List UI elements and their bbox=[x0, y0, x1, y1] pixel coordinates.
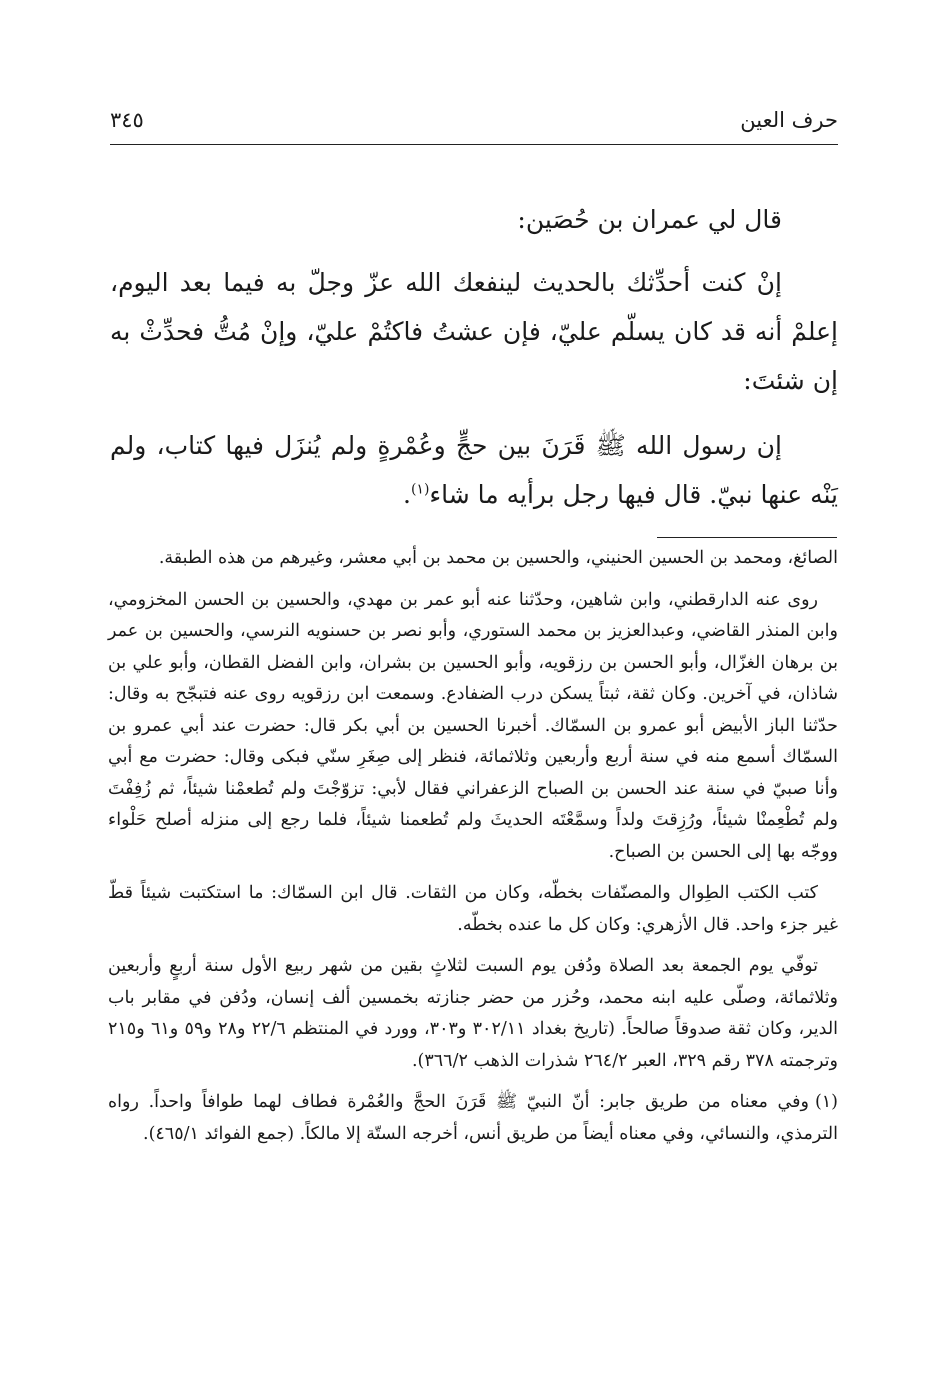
main-paragraph-3-text: إن رسول الله ﷺ قَرَنَ بين حجٍّ وعُمْرةٍ ولم يُنزَل فيها كتاب، ولم يَنْه عنها نبيّ. قال فيها رجل برأيه ما شاء bbox=[110, 431, 838, 509]
footnote-reference: (١) bbox=[410, 481, 430, 498]
notes-block bbox=[108, 543, 838, 1160]
main-text bbox=[110, 195, 838, 535]
main-paragraph-3-end: . bbox=[402, 480, 411, 509]
page-number: ٣٤٥ bbox=[110, 108, 144, 132]
note-paragraph-3: كتب الكتب الطِوال والمصنّفات بخطّه، وكان من الثقات. قال ابن السمّاك: ما استكتبت شيئاً قطّ غير جزء واحد. قال الأزهري: وكان كل ما عنده بخطّه. bbox=[108, 883, 838, 935]
note-paragraph-2: روى عنه الدارقطني، وابن شاهين، وحدّثنا عنه أبو عمر بن مهدي، والحسين بن الحسن المخزومي، وابن المنذر القاضي، وعبدالعزيز بن محمد الستوري، وأبو نصر بن حسنويه النرسي، والحسين بن عمر بن برهان الغزّال، وأبو الحسن بن رزقويه، وأبو الحسين بن بشران، وابن الفضل القطان، وأبو علي بن شاذان، في آخرين. وكان ثقة، ثبتاً يسكن درب الضفادع. وسمعت ابن رزقويه روى عنه فتبجّح به وقال: حدّثنا الباز الأبيض أبو عمرو بن السمّاك. أخبرنا الحسين بن أبي بكر قال: حضرت عند أبي عمرو بن السمّاك أسمع منه في سنة أربع وأربعين وثلاثمائة، فنظر إلى صِغَرِ سنّي فبكى وقال: حضرت مع أبي وأنا صبيّ في سنة عند الحسن بن الصباح الزعفراني فقال لأبي: تزوّجْتَ ولم تُطعمْنا شيئاً، ثم زُفِفْتَ ولم تُطْعِمنْا شيئاً، ورُزِقتَ ولداً وسمَّعْتَه الحديثَ ولم تُطعمنا شيئاً، فلما رجع إلى منزله أصلح حَلْواء ووجّه بها إلى الحسن بن الصباح. bbox=[108, 589, 838, 862]
running-header bbox=[110, 108, 838, 144]
header-rule bbox=[110, 144, 838, 145]
note-paragraph-4: توفّي يوم الجمعة بعد الصلاة ودُفن يوم السبت لثلاثٍ بقين من شهر ربيع الأول سنة أربعٍ وأربعين وثلاثمائة، وصلّى عليه ابنه محمد، وحُزر من حضر جنازته بخمسين ألف إنسان، ودُفن في مقابر باب الدير، وكان ثقة صدوقاً صالحاً. (تاريخ بغداد ٣٠٢/١١ و٣٠٣، وورد في المنتظم ٢٢/٦ و٢٨ و٥٩ و٦١ و٢١٥ وترجمته ٣٧٨ رقم ٣٢٩، العبر ٢٦٤/٢ شذرات الذهب ٣٦٦/٢). bbox=[108, 956, 839, 1071]
footnote-1-text: وفي معناه من طريق جابر: أنّ النبيّ ﷺ قَرَنَ الحجَّ والعُمْرة فطاف لهما طوافاً واحداً. رواه الترمذي، والنسائي، وفي معناه أيضاً من طريق أنس، أخرجه الستّة إلا مالكاً. (جمع الفوائد ٤٦٥/١). bbox=[108, 1092, 838, 1144]
footnote-1 bbox=[108, 1087, 838, 1150]
main-paragraph-2: إنْ كنت أحدِّثك بالحديث لينفعك الله عزّ وجلّ به فيما بعد اليوم، إعلمْ أنه قد كان يسلّم عليّ، فإن عشتُ فاكتُمْ عليّ، وإنْ مُتُّ فحدِّثْ به إن شئتَ: bbox=[110, 268, 838, 395]
chapter-title: حرف العين bbox=[740, 108, 838, 132]
footnote-1-marker: (١) bbox=[814, 1092, 838, 1112]
main-paragraph-1: قال لي عمران بن حُصَين: bbox=[517, 205, 782, 234]
main-paragraph-3 bbox=[110, 421, 838, 519]
note-paragraph-1: الصائغ، ومحمد بن الحسين الحنيني، والحسين بن محمد بن أبي معشر، وغيرهم من هذه الطبقة. bbox=[158, 548, 838, 568]
footnote-separator bbox=[657, 537, 837, 538]
